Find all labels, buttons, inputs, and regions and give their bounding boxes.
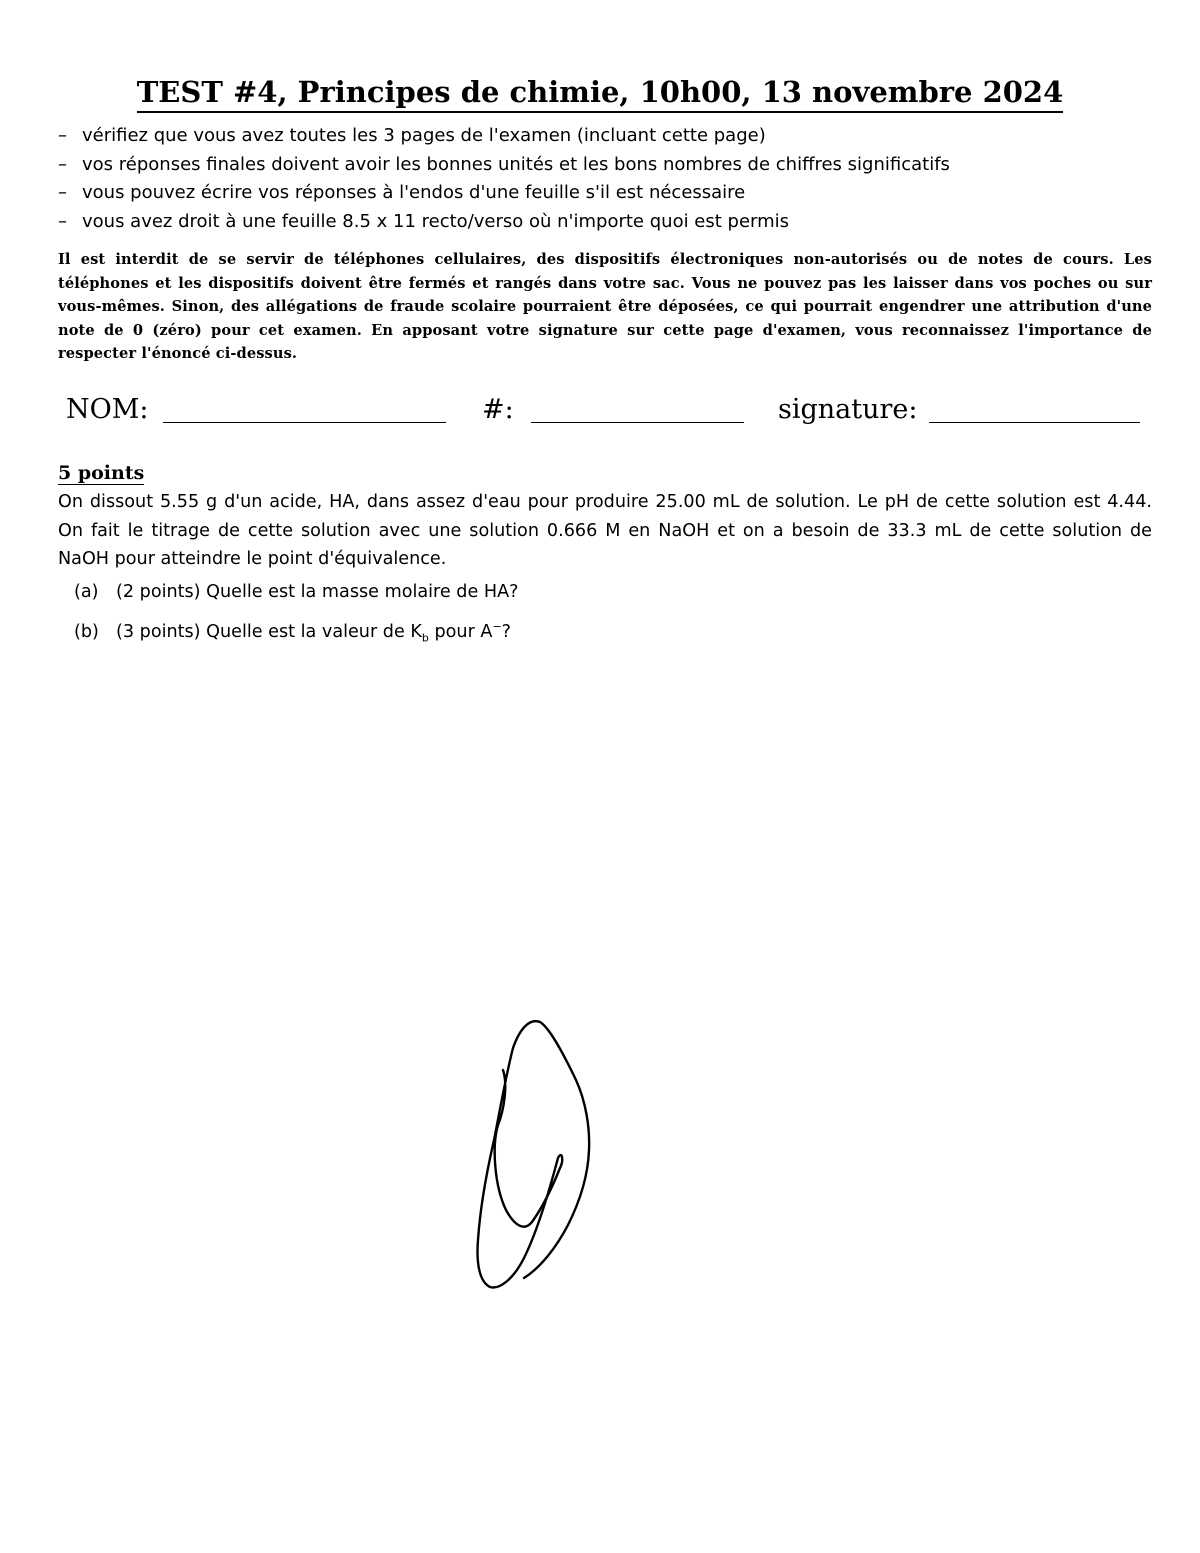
signature-label: signature: [778,394,918,425]
sub-question-a [74,578,518,606]
instruction-text: vérifiez que vous avez toutes les 3 pages de l'examen (incluant cette page) [82,125,766,146]
name-field[interactable] [163,422,446,423]
sub-question-label: (a) [74,582,99,602]
exam-title-text: TEST #4, Principes de chimie, 10h00, 13 novembre 2024 [137,75,1064,113]
student-number-label: #: [482,394,514,425]
instruction-item [58,179,1158,208]
signature-field[interactable] [929,422,1140,423]
instructions-list [58,122,1158,236]
sub-question-text-end: ? [501,621,511,642]
instruction-text: vos réponses finales doivent avoir les bonnes unités et les bons nombres de chiffres significatifs [82,153,950,175]
sub-question-text: (3 points) Quelle est la valeur de K [116,621,422,642]
name-label: NOM: [66,394,149,425]
question-points [58,460,144,486]
instruction-text: vous avez droit à une feuille 8.5 x 11 recto/verso où n'importe quoi est permis [82,210,790,232]
identification-row [0,392,1200,432]
anion-charge-superscript: − [492,620,502,633]
question-statement: On dissout 5.55 g d'un acide, HA, dans assez d'eau pour produire 25.00 mL de solution. Le pH de cette solution est 4.44. On fait le titrage de cette solution avec une solution 0.666 M en NaOH et on a besoin de 33.3 mL de cette solution de NaOH pour atteindre le point d'équivalence. [58,492,1152,569]
instruction-bullet: – [58,125,67,146]
sub-question-b [74,613,511,652]
sub-question-text-middle: pour A [428,621,493,642]
instruction-item [58,208,1158,237]
instruction-text: vous pouvez écrire vos réponses à l'endos d'une feuille s'il est nécessaire [82,182,746,203]
instruction-item [58,151,1158,180]
scribble-stroke [478,1021,590,1287]
instruction-bullet: – [58,210,67,232]
kb-subscript: b [421,631,429,645]
instruction-bullet: – [58,153,67,175]
question-points-text: 5 points [58,462,145,484]
academic-integrity-warning: Il est interdit de se servir de téléphones cellulaires, des dispositifs électroniques non-autorisés ou de notes de cours. Les téléphones et les dispositifs doivent être fermés et rangés dans votre sac. Vous ne pouvez pas les laisser dans vos poches ou sur vous-mêmes. Sinon, des allégations de fraude scolaire pourraient être déposées, ce qui pourrait engendrer une attribution d'une note de 0 (zéro) pour cet examen. En apposant votre signature sur cette page d'examen, vous reconnaissez l'importance de respecter l'énoncé ci-dessus. [58,251,1152,363]
sub-question-text: (2 points) Quelle est la masse molaire de HA? [116,582,519,602]
instruction-bullet: – [58,182,67,203]
sub-question-label: (b) [74,621,99,642]
student-number-field[interactable] [531,422,744,423]
exam-title [0,72,1200,112]
instruction-item [58,122,1158,151]
handwritten-scribble-icon [468,1010,598,1300]
